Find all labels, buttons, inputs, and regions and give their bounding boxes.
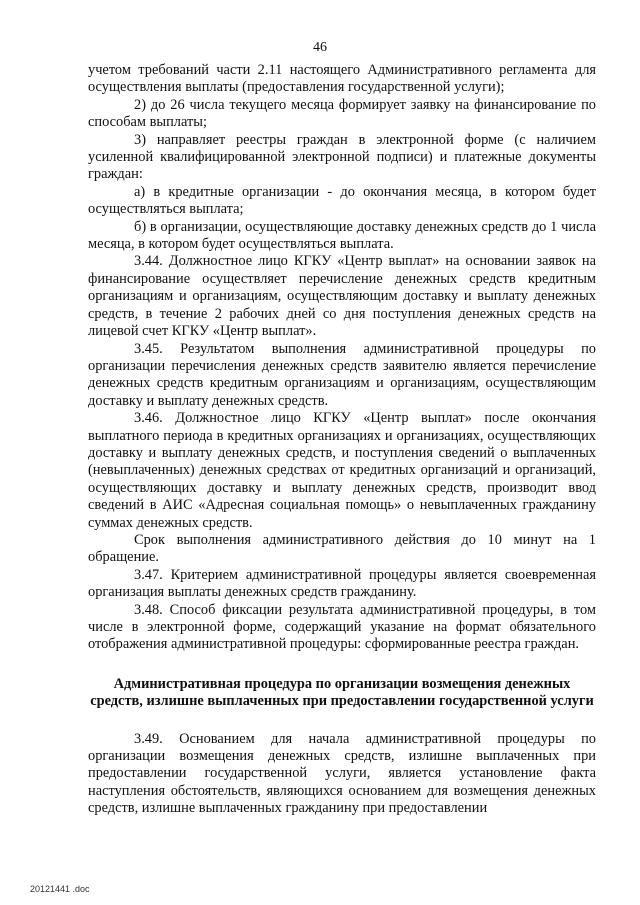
paragraph: Срок выполнения административного действия до 10 минут на 1 обращение. (88, 531, 596, 566)
paragraph: 3.46. Должностное лицо КГКУ «Центр выплат» после окончания выплатного периода в кредитных организациях и организациях, осуществляющих доставку и выплату денежных средств, и поступления сведений о выплаченных (невыплаченных) денежных средствах от кредитных организаций и организаций, осуществляющих доставку и выплату денежных средств, производит ввод сведений в АИС «Адресная социальная помощь» о невыплаченных гражданину суммах денежных средств. (88, 410, 596, 531)
paragraph: 3.44. Должностное лицо КГКУ «Центр выплат» на основании заявок на финансирование осуществляет перечисление денежных средств кредитным организациям и организациям, осуществляющим доставку и выплату денежных средств, в течение 2 рабочих дней со дня поступления денежных средств на лицевой счет КГКУ «Центр выплат». (88, 253, 596, 340)
section-heading: Административная процедура по организации возмещения денежных средств, излишне выплаченных при предоставлении государственной услуги (90, 675, 594, 710)
page-number: 46 (313, 40, 327, 55)
paragraph: 2) до 26 числа текущего месяца формирует заявку на финансирование по способам выплаты; (88, 96, 596, 131)
paragraph: 3.47. Критерием административной процедуры является своевременная организация выплаты денежных средств гражданину. (88, 566, 596, 601)
paragraph: 3.48. Способ фиксации результата административной процедуры, в том числе в электронной форме, содержащий указание на формат обязательного отображения административной процедуры: сформированные реестра граждан. (88, 601, 596, 653)
paragraph: б) в организации, осуществляющие доставку денежных средств до 1 числа месяца, в котором будет осуществляться выплата. (88, 218, 596, 253)
paragraph: 3.49. Основанием для начала административной процедуры по организации возмещения денежных средств, излишне выплаченных при предоставлении государственной услуги, является установление факта наступления обстоятельств, являющихся основанием для возмещения денежных средств, излишне выплаченных гражданину при предоставлении (88, 730, 596, 817)
paragraph: 3) направляет реестры граждан в электронной форме (с наличием усиленной квалифицированной электронной подписи) и платежные документы граждан: (88, 131, 596, 183)
paragraph: 3.45. Результатом выполнения административной процедуры по организации перечисления денежных средств заявителю является перечисление денежных средств кредитным организациям и организациям, осуществляющим доставку и выплату денежных средств. (88, 340, 596, 409)
paragraph: учетом требований части 2.11 настоящего Административного регламента для осуществления выплаты (предоставления государственной услуги); (88, 62, 596, 96)
footer-filename: 20121441 .doc (30, 884, 90, 894)
paragraph: а) в кредитные организации - до окончания месяца, в котором будет осуществляться выплата; (88, 183, 596, 218)
document-body (88, 62, 596, 818)
